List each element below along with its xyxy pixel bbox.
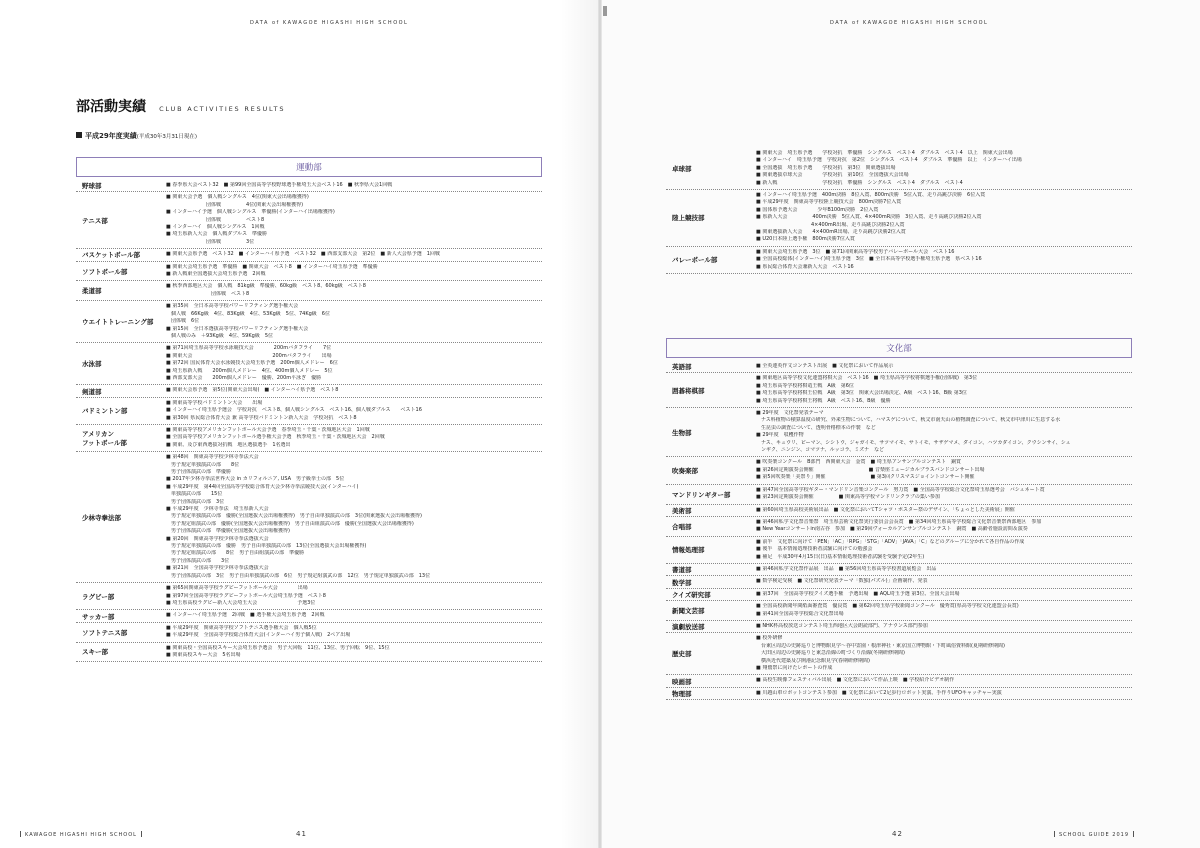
table-row xyxy=(76,343,542,385)
footer-guide-text: SCHOOL GUIDE 2019 xyxy=(1059,832,1130,838)
sports-results-table-continued xyxy=(666,148,1132,274)
result-line: ■ 国体県予選大会 少年B100m決勝 2位入賞 xyxy=(756,206,879,213)
club-results xyxy=(756,373,1132,407)
result-line: ■ 埼玉県新人大会 個人戦ダブルス 準優勝 xyxy=(166,231,267,238)
result-line: ■ 新人戦東全国選抜大会埼玉県予選 2回戦 xyxy=(166,271,266,278)
club-results xyxy=(166,452,542,582)
table-row xyxy=(76,583,542,610)
result-line: ■ 全国高等学校アメリカンフットボール選手権大会予選 秋季埼玉・千葉・茨城地区大会 2回戦 xyxy=(166,434,385,441)
page-number: 41 xyxy=(296,830,307,838)
result-line: ■ 川越山車ロボットコンテスト参加 ■ 文化祭において2足歩行ロボット実演、手作りUFOキャッチャー実演 xyxy=(756,689,1002,696)
club-results xyxy=(756,148,1132,189)
table-row xyxy=(76,249,542,261)
result-line: ■ 補足 平成30年4月15日(日)基本情報処理技術者試験を受験予定(2年生) xyxy=(756,553,925,560)
fiscal-year-heading xyxy=(76,131,197,141)
club-name: バスケットボール部 xyxy=(82,251,141,260)
table-row xyxy=(76,262,542,282)
result-line: ■ 吹奏楽コンクール B部門 西関東大会 金賞 ■ 埼玉県アンサンブルコンテスト 銅賞 xyxy=(756,459,962,466)
club-name: 陸上競技部 xyxy=(672,214,705,223)
result-line: ■ 埼玉県高等学校将棋王位戦 A級 第3位 関東大会出場決定、A級 ベスト16、B級 第3位 xyxy=(756,390,967,397)
club-name: スキー部 xyxy=(82,648,108,657)
result-line: ■ 関東高等学校アメリカンフットボール大会予選 春季埼玉・千葉・茨城地区大会 1回戦 xyxy=(166,426,370,433)
club-name: 新聞文芸部 xyxy=(672,607,705,616)
binding-clip xyxy=(603,6,607,16)
result-line: ■ 関東選抜新人大会 4×400mR出場、走り高跳び決勝2位入賞 xyxy=(756,229,906,236)
result-line: ■ 関東高等学校バドミントン大会 出場 xyxy=(166,399,263,406)
result-line: ■ 県民総合体育大会兼新人大会 ベスト16 xyxy=(756,263,854,270)
result-line: ■ 29年度 収穫作物 xyxy=(756,432,804,439)
club-results xyxy=(166,623,542,642)
section-header-culture: 文化部 xyxy=(666,338,1132,358)
club-name: ソフトテニス部 xyxy=(82,628,128,637)
sports-results-table xyxy=(76,180,542,662)
result-line: ■ NHK杯高校放送コンテスト埼玉西地区大会朗読部門、アナウンス部門参加 xyxy=(756,622,928,629)
club-results xyxy=(166,425,542,451)
table-row xyxy=(666,589,1132,601)
result-line: ■ 第20回 関東高等学校少林寺拳法選抜大会 xyxy=(166,535,269,542)
result-line: ■ 平成29年度 全国高等学校総合体育大会(インターハイ男子個人戦) 2ペア出場 xyxy=(166,632,351,639)
club-name: テニス部 xyxy=(82,216,108,225)
table-row xyxy=(666,247,1132,274)
club-name: ラグビー部 xyxy=(82,592,115,601)
result-line: ■ 全国高校新聞年間紙面審査賞 優良賞 ■ 第62回埼玉県学校新聞コンクール 優秀賞(県高等学校文化連盟会長賞) xyxy=(756,603,1019,610)
club-name: サッカー部 xyxy=(82,612,115,621)
club-results xyxy=(166,192,542,248)
result-line: ■ 関東大会県予選 ベスト32 ■ インターハイ県予選 ベスト32 ■ 西部支部大会 第2位 ■ 新人大会県予選 1回戦 xyxy=(166,251,440,258)
club-name: 剣道部 xyxy=(82,387,102,396)
result-line: ■ 秋季西部地区大会 個人戦 81kg級 準優勝、60kg級 ベスト8、60kg級 ベスト8 xyxy=(166,283,366,290)
result-line: ■ 県新人大会 400m決勝 5位入賞、4×400mR決勝 3位入賞、走り高跳び決勝2位入賞 xyxy=(756,214,982,221)
result-line: ■ 埼玉県高校ラグビー新人大会埼玉大会 予選3位 xyxy=(166,599,316,606)
result-line: ■ U20日本陸上選手権 800m決勝7位入賞 xyxy=(756,236,855,243)
table-row xyxy=(666,457,1132,484)
result-line: ■ 第46回私学文化祭音楽祭 埼玉県芸術文化祭実行委員会会長賞 ■ 第34回埼玉県高等学校総合文化祭音楽祭西部地区 参加 xyxy=(756,518,1042,525)
result-line: ■ 数学検定受検 ■ 文化祭研究発表テーマ「数独(パズル)」企画制作、発表 xyxy=(756,578,928,585)
club-name: ソフトボール部 xyxy=(82,267,128,276)
result-line: ■ 全国高校総体(インターハイ)埼玉県予選 3位 ■ 全日本高等学校選手権埼玉県予選 県ベスト16 xyxy=(756,256,982,263)
result-line: 団体戦 3位 xyxy=(166,238,255,245)
result-line: ■ インターハイ予選 個人戦シングルス 準優勝(インターハイ出場権獲得) xyxy=(166,209,335,216)
club-results xyxy=(166,343,542,384)
club-results xyxy=(756,361,1132,372)
result-line: ■ 第48回 関東高等学校少林寺拳法大会 xyxy=(166,454,259,461)
result-line: 生昆虫の調査について、透明骨格標本の作製 など xyxy=(756,424,876,431)
result-line: ■ 関東選抜卓球大会 学校対抗 第10位 全国選抜大会出場 xyxy=(756,172,909,179)
club-results xyxy=(166,301,542,342)
result-line: ■ 関東大会予選 個人戦シングルス 4位(関東大会出場権獲得) xyxy=(166,194,309,201)
page-title-english: CLUB ACTIVITIES RESULTS xyxy=(159,105,286,113)
club-results xyxy=(166,281,542,300)
result-line: ■ 全英連英作文コンテスト出展 ■ 文化祭において作品展示 xyxy=(756,363,894,369)
table-row xyxy=(76,643,542,663)
table-row xyxy=(76,623,542,643)
table-row xyxy=(666,361,1132,373)
result-line: ■ 第26回定期演奏会開催 ■ 音楽座ミュージカルブラスバンドコンサート出場 xyxy=(756,466,985,473)
result-line: ンギク、ニンジン、コマツナ、ルッコラ、ミズナ など xyxy=(756,447,885,454)
result-line: 個人戦のみ ＋93Kg級 4位、59Kg級 5位 xyxy=(166,332,273,339)
running-head: DATA of KAWAGOE HIGASHI HIGH SCHOOL xyxy=(250,20,409,26)
club-results xyxy=(756,537,1132,563)
club-name: バドミントン部 xyxy=(82,407,128,416)
club-name: 書道部 xyxy=(672,566,692,575)
result-line: 男子規定単独演武の部 8位 xyxy=(166,461,240,468)
club-name: 物理部 xyxy=(672,690,692,699)
result-line: 横浜近代建築及び開港記念館見学(春期研修期間) xyxy=(756,657,870,664)
table-row xyxy=(666,576,1132,588)
divider xyxy=(1133,831,1134,837)
result-line: ■ インターハイ埼玉県予選 400m決勝 8位入賞、800m決勝 5位入賞、走り高跳び決勝 6位入賞 xyxy=(756,192,986,199)
table-row xyxy=(76,385,542,397)
club-name: クイズ研究部 xyxy=(672,590,711,599)
result-line: 団体戦 6位 xyxy=(166,318,200,325)
club-results xyxy=(756,621,1132,632)
table-row xyxy=(666,408,1132,457)
result-line: 男子団体演武の部 準優勝 xyxy=(166,469,232,475)
result-line: ■ 第23回定期演奏会開催 ■ 関東高等学校マンドリンクラブの集い参加 xyxy=(756,494,940,501)
table-row xyxy=(666,633,1132,675)
result-line: 団体戦 ベスト8 xyxy=(166,290,250,297)
result-line: ■ 関東、及び東西選抜対抗戦 地区選抜選手 1名選出 xyxy=(166,441,291,448)
club-results xyxy=(756,190,1132,246)
club-results xyxy=(166,385,542,396)
club-name: 合唱部 xyxy=(672,522,692,531)
result-line: 4×400mR出場、走り高跳び決勝2位入賞 xyxy=(756,221,905,228)
section-header-sports: 運動部 xyxy=(76,157,542,177)
club-name: アメリカン フットボール部 xyxy=(82,430,127,448)
club-results xyxy=(756,688,1132,699)
club-name: 映画部 xyxy=(672,677,692,686)
club-name: ウエイトトレーニング部 xyxy=(82,318,154,327)
fiscal-year-label: 平成29年度実績 xyxy=(85,132,137,140)
result-line: ■ 新人戦 学校対抗 準優勝 シングルス ベスト4 ダブルス ベスト4 xyxy=(756,179,963,186)
result-line: 単独演武の部 15位 xyxy=(166,491,223,498)
result-line: 男子団体演武の部 準優勝(全国選抜大会出場権獲得) xyxy=(166,528,290,535)
result-line: ナス、キュウリ、ピーマン、シシトウ、ジャガイモ、サツマイモ、サトイモ、サザゲマメ、ダイコン、ハツカダイコン、クウシンサイ、シュ xyxy=(756,439,1071,446)
club-results xyxy=(166,643,542,662)
table-row xyxy=(76,425,542,452)
table-row xyxy=(76,301,542,343)
table-row xyxy=(76,398,542,425)
club-results xyxy=(166,180,542,191)
club-results xyxy=(166,398,542,424)
result-line: ■ 関東大会県予選 第5位(関東大会出場) ■ インターハイ県予選 ベスト8 xyxy=(166,387,339,394)
club-name: 英語部 xyxy=(672,363,692,372)
square-bullet-icon xyxy=(76,132,82,138)
result-line: ■ New Yearコンサートin南古谷 参加 ■ 第29回ヴォーカルアンサンブルコンテスト 銅賞 ■ 高齢者施設訪問＆演奏 xyxy=(756,526,1028,533)
page-title: 部活動実績 xyxy=(76,99,146,115)
result-line: ■ 平成29年度 関東高等学校陸上競技大会 800m決勝7位入賞 xyxy=(756,199,902,206)
result-line: 男子規定単独演武の部 優勝(全国選抜大会出場権獲得) 男子自由単独演武の部 3位(関東選抜大会出場権獲得) xyxy=(166,513,422,520)
result-line: ■ 第35回 全日本高等学校パワーリフティング選手権大会 xyxy=(166,303,299,310)
table-row xyxy=(76,610,542,622)
result-line: ■ 関東高校スキー大会 5名出場 xyxy=(166,651,241,658)
result-line: ■ 第15回 全日本選抜高等学校パワーリフティング選手権大会 xyxy=(166,325,309,332)
page-title-block xyxy=(76,96,285,116)
result-line: ■ 西部支部大会 200m個人メドレー 優勝、200m平泳ぎ 優勝 xyxy=(166,374,322,381)
result-line: 大田区周辺の史跡巡りと東急沿線の町づくり沿線(冬期研修期間) xyxy=(756,650,905,657)
result-line: ■ 関東地区高等学校文化連盟将棋大会 ベスト16 ■ 埼玉県高等学校将棋選手権(団体戦) 第3位 xyxy=(756,375,978,382)
result-line: ■ 第21回 全国高等学校少林寺拳法選抜大会 xyxy=(166,565,269,572)
club-results xyxy=(756,247,1132,273)
table-row xyxy=(666,517,1132,537)
result-line: ■ 29年度 文化祭発表テーマ xyxy=(756,410,824,417)
footer-guide xyxy=(1050,831,1138,838)
result-line: 台東区周辺の史跡巡りと博物館見学～谷中霊園・根津神社・東京国立博物館・下町風俗資料館(夏期研修期間) xyxy=(756,642,1005,649)
club-name: 歴史部 xyxy=(672,650,692,659)
table-row xyxy=(666,675,1132,687)
result-line: ■ 春季県大会ベスト32 ■ 第99回全国高等学校野球選手権埼玉大会ベスト16 ■ 秋季県大会1回戦 xyxy=(166,182,393,188)
table-row xyxy=(76,180,542,192)
result-line: ■ 第37回 全国高等学校クイズ選手権 予選出場 ■ AQL埼玉予選 第3位、全国大会出場 xyxy=(756,590,960,597)
club-results xyxy=(166,262,542,281)
table-row xyxy=(666,485,1132,505)
club-name: 美術部 xyxy=(672,506,692,515)
club-results xyxy=(756,517,1132,536)
result-line: 男子規定組演武の部 優勝(全国選抜大会出場権獲得) 男子自由組演武の部 優勝(全国選抜大会出場権獲得) xyxy=(166,520,414,527)
result-line: ■ 第41回全国高等学校総合文化祭出場 xyxy=(756,610,844,617)
club-name: 柔道部 xyxy=(82,287,102,296)
club-results xyxy=(756,505,1132,516)
table-row xyxy=(666,373,1132,408)
result-line: ■ 埼玉県高等学校将棋王将戦 A級 ベスト16、B級 優勝 xyxy=(756,397,891,404)
table-row xyxy=(666,537,1132,564)
table-row xyxy=(666,148,1132,190)
result-line: ■ 第65回関東高等学校ラグビーフットボール大会 出場 xyxy=(166,585,308,592)
club-results xyxy=(166,249,542,260)
club-results xyxy=(756,633,1132,674)
page-gutter xyxy=(598,0,602,848)
result-line: ■ 平成29年度 第44回全国高等学校総合体育大会少林寺拳法競技大会(インターハイ) xyxy=(166,483,359,490)
result-line: ■ 第5回吹奏楽「美祭り」開催 ■ 第3回クリスマスジョイントコンサート開催 xyxy=(756,474,975,481)
club-name: 数学部 xyxy=(672,578,692,587)
table-row xyxy=(76,452,542,583)
result-line: ■ 高校生映像フェスティバル出展 ■ 文化祭において作品上映 ■ 学校紹介ビデオ制作 xyxy=(756,677,955,684)
club-name: 情報処理部 xyxy=(672,546,705,555)
club-name: 吹奏楽部 xyxy=(672,467,698,476)
club-results xyxy=(756,589,1132,600)
right-page xyxy=(600,0,1200,848)
result-line: ■ 関東大会 200mバタフライ 出場 xyxy=(166,352,332,359)
result-line: ■ 埼玉県高等学校将棋竜王戦 A級 第6位 xyxy=(756,382,854,389)
club-results xyxy=(756,576,1132,587)
running-head: DATA of KAWAGOE HIGASHI HIGH SCHOOL xyxy=(830,20,989,26)
club-results xyxy=(756,485,1132,504)
club-results xyxy=(166,610,542,621)
result-line: ■ 関東大会埼玉県予選 準優勝 ■ 関東大会 ベスト8 ■ インターハイ埼玉県予選 準優勝 xyxy=(166,263,378,270)
result-line: 男子団体演武の部 3位 xyxy=(166,557,230,564)
table-row xyxy=(666,564,1132,576)
table-row xyxy=(666,601,1132,621)
result-line: 団体戦 4位(関東大会出場権獲得) xyxy=(166,201,304,208)
result-line: ■ 第46回私学文化祭作品展 出品 ■ 第56回埼玉県高等学校書道展覧会 出品 xyxy=(756,565,937,572)
culture-results-table xyxy=(666,361,1132,700)
as-of-date-note: (平成30年3月31日現在) xyxy=(136,134,198,140)
result-line: ■ 第71回埼玉県高等学校水泳競技大会 200mバタフライ 7位 xyxy=(166,345,332,352)
result-line: ■ 第47回全国高等学校ギター・マンドリン音楽コンクール 努力賞 ■ 全国高等学校総合文化祭埼玉県選考会 バシュネート賞 xyxy=(756,486,1045,493)
club-results xyxy=(756,601,1132,620)
divider xyxy=(1054,831,1055,837)
table-row xyxy=(666,505,1132,517)
footer-school-text: KAWAGOE HIGASHI HIGH SCHOOL xyxy=(25,832,137,838)
club-name: マンドリンギター部 xyxy=(672,490,731,499)
table-row xyxy=(666,688,1132,700)
table-row xyxy=(76,281,542,301)
footer-school-name xyxy=(16,831,146,838)
result-line: ■ インターハイ 埼玉県予選 学校対抗 第2位 シングルス ベスト4 ダブルス 準優勝 以上 インターハイ出場 xyxy=(756,157,1022,164)
club-name: 卓球部 xyxy=(672,165,692,174)
club-name: 少林寺拳法部 xyxy=(82,513,121,522)
result-line: ■ 2017年少林寺拳法世界大会 in カリフォルニア, USA 男子級拳士の部 5位 xyxy=(166,476,345,483)
divider xyxy=(20,831,21,837)
club-results xyxy=(166,583,542,609)
result-line: ナス科植物の積算温度の研究、外来生物について、ハマスゲについて、秋父市南天山の植物調査について、秋父市中津川に生息する水 xyxy=(756,417,1061,424)
result-line: ■ 第60回埼玉県高校美術展出品 ■ 文化祭においてTシャツ・ポスター祭のデザイン、「ちょっとした美術展」開催 xyxy=(756,506,1015,513)
result-line: 男子規定組演武の部 8位 男子自由組演武の部 準優勝 xyxy=(166,550,305,557)
result-line: ■ 後半 基本情報処理技術者試験に向けての勉強会 xyxy=(756,546,873,553)
club-name: 水泳部 xyxy=(82,360,102,369)
table-row xyxy=(76,192,542,249)
result-line: ■ 前半 文化祭に向けて「PEN」「AC」「RPG」「STG」「ADV」「JAVA」「C」などのグループに分かれて各自作品の作成 xyxy=(756,538,1025,545)
club-results xyxy=(756,564,1132,575)
result-line: ■ 埼玉県新人戦 200m個人メドレー 4位、400m個人メドレー 5位 xyxy=(166,367,333,374)
result-line: ■ インターハイ 個人戦シングルス 1回戦 xyxy=(166,224,265,231)
result-line: ■ 第72回 国民体育大会水泳競技大会埼玉県予選 200m個人メドレー 6位 xyxy=(166,360,338,367)
result-line: 個人戦 66Kg級 4位、83Kg級 4位、53Kg級 5位、74Kg級 6位 xyxy=(166,310,330,317)
club-name: 生物部 xyxy=(672,428,692,437)
result-line: ■ インターハイ埼玉県予選 2回戦 ■ 選手権大会埼玉県予選 2回戦 xyxy=(166,612,325,619)
result-line: ■ インターハイ埼玉県予選会 学校対抗 ベスト8、個人戦シングルス ベスト16、個人戦ダブルス ベスト16 xyxy=(166,407,422,414)
result-line: 男子団体演武の部 3位 男子自由単独演武の部 6位 男子規定組演武の部 12位 男子規定単独演武の部 13位 xyxy=(166,572,431,579)
result-line: 男子規定単独演武の部 優勝 男子自由単独演武の部 13位(全国選抜大会出場権獲得) xyxy=(166,543,367,550)
club-results xyxy=(756,675,1132,686)
result-line: ■ 関東大会 埼玉県予選 学校対抗 準優勝 シングルス ベスト4 ダブルス ベスト4 以上 関東大会出場 xyxy=(756,150,1013,156)
result-line: ■ 第97回全国高等学校ラグビーフットボール大会埼玉県予選 ベスト8 xyxy=(166,592,326,599)
result-line: 団体戦 ベスト8 xyxy=(166,216,265,223)
club-name: バレーボール部 xyxy=(672,256,718,265)
fold-shadow xyxy=(560,0,600,848)
divider xyxy=(141,831,142,837)
table-row xyxy=(666,621,1132,633)
page-number: 42 xyxy=(892,830,903,838)
club-name: 演劇放送部 xyxy=(672,623,705,632)
result-line: ■ 平成29年度 関東高等学校ソフトテニス選手権大会 個人戦5位 xyxy=(166,624,317,631)
club-name: 囲碁将棋部 xyxy=(672,386,705,395)
table-row xyxy=(666,190,1132,247)
result-line: ■ 関東高校・全国高校スキー大会埼玉県予選会 男子大回転 11位、13位、男子回転 9位、15位 xyxy=(166,644,390,651)
result-line: ■ 翔鷲祭に向けたレポートの作成 xyxy=(756,665,833,671)
club-name: 野球部 xyxy=(82,182,102,191)
result-line: ■ 校外研修 xyxy=(756,635,783,642)
club-results xyxy=(756,408,1132,456)
result-line: ■ 関東大会埼玉県予選 3位 ■ 第71回関東高等学校男子バレーボール大会 ベスト16 xyxy=(756,248,955,255)
club-results xyxy=(756,457,1132,483)
result-line: ■ 第30回 県民総合体育大会 兼 高等学校バドミントン新人大会 学校対抗 ベスト8 xyxy=(166,414,357,421)
result-line: 男子団体演武の部 3位 xyxy=(166,498,225,505)
result-line: ■ 平成29年度 少林寺拳法 埼玉県新人大会 xyxy=(166,506,269,513)
result-line: ■ 全国選抜 埼玉県予選 学校対抗 第3位 関東選抜出場 xyxy=(756,164,896,171)
